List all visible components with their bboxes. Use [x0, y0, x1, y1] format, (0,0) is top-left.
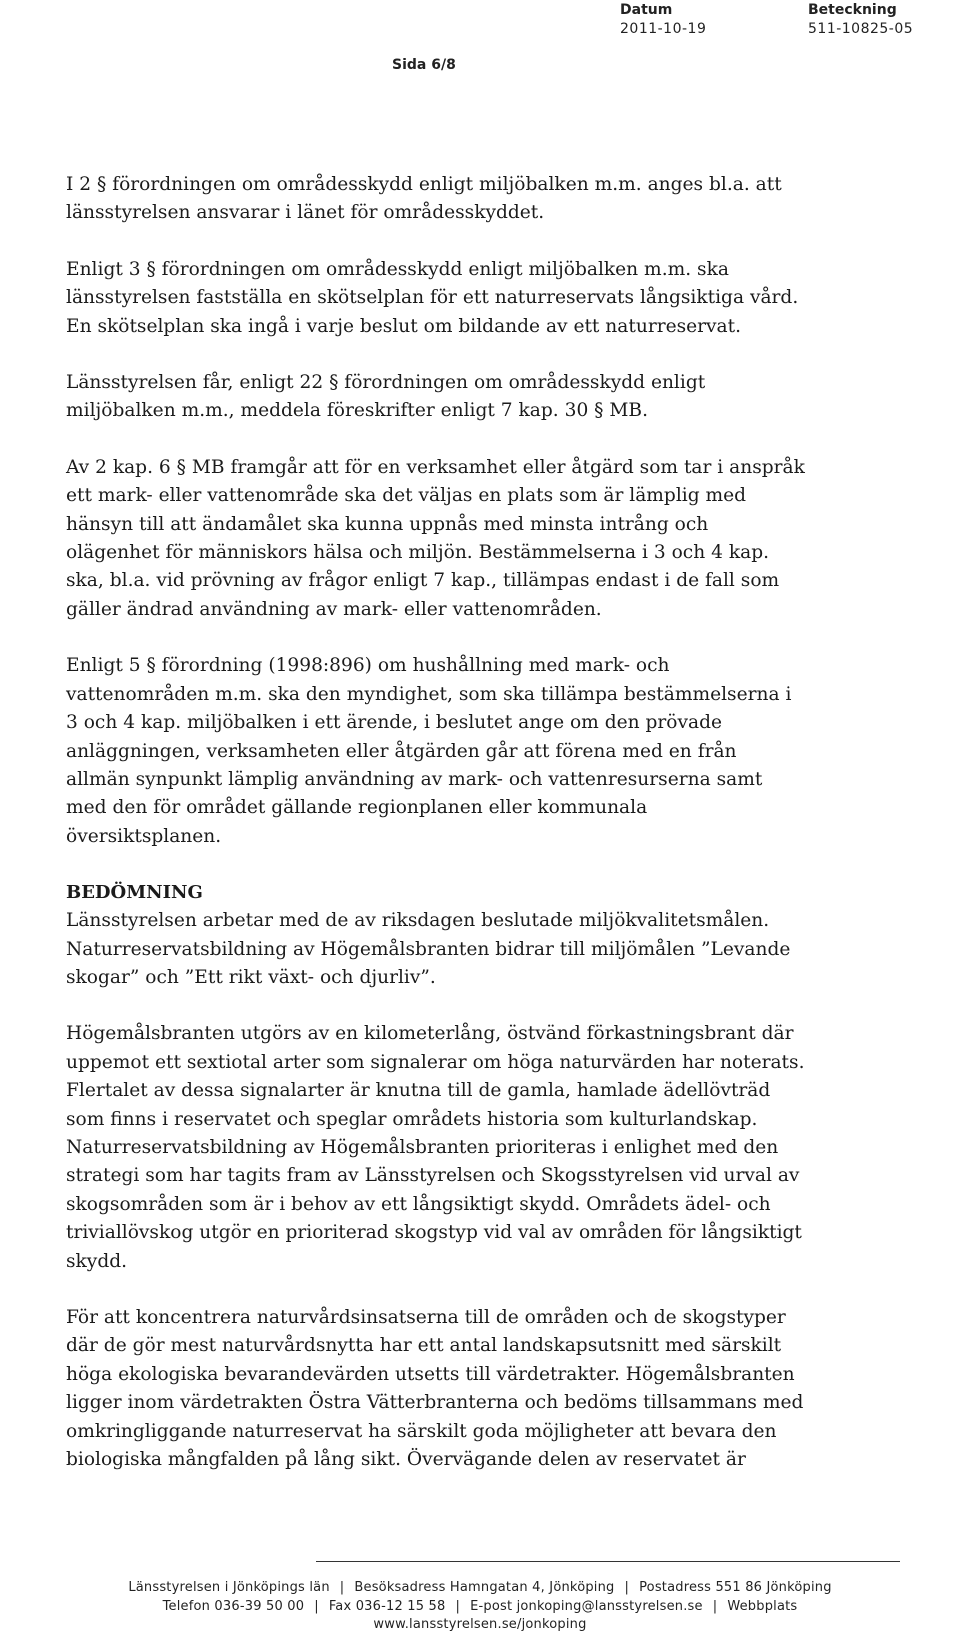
footer-separator: |	[455, 1599, 461, 1614]
footer-divider	[316, 1561, 900, 1562]
document-body	[66, 171, 806, 1502]
beteckning-block	[808, 2, 913, 37]
footer-line-3	[0, 1617, 960, 1632]
footer-web-link[interactable]: www.lansstyrelsen.se/jonkoping	[373, 1617, 587, 1632]
footer-post-address: Postadress 551 86 Jönköping	[639, 1580, 832, 1595]
paragraph: Av 2 kap. 6 § MB framgår att för en verksamhet eller åtgärd som tar i anspråk ett mark- eller vattenområde ska det väljas en plats som är lämplig med hänsyn till att ändamålet ska kunna uppnås med minsta intrång och olägenhet för människors hälsa och miljön. Bestämmelserna i 3 och 4 kap. ska, bl.a. vid prövning av frågor enligt 7 kap., tillämpas endast i de fall som gäller ändrad användning av mark- eller vattenområden.	[66, 456, 805, 620]
beteckning-value: 511-10825-05	[808, 21, 914, 37]
paragraph: I 2 § förordningen om områdesskydd enligt miljöbalken m.m. anges bl.a. att länsstyrelsen ansvarar i länet för områdesskyddet.	[66, 174, 782, 224]
datum-value: 2011-10-19	[620, 21, 707, 37]
paragraph: Enligt 3 § förordningen om områdesskydd enligt miljöbalken m.m. ska länsstyrelsen fastställa en skötselplan för ett naturreservats långsiktiga vård. En skötselplan ska ingå i varje beslut om bildande av ett naturreservat.	[66, 258, 799, 337]
footer-org: Länsstyrelsen i Jönköpings län	[128, 1580, 330, 1595]
datum-label: Datum	[620, 2, 673, 18]
footer-line-2	[0, 1599, 960, 1614]
paragraph: Enligt 5 § förordning (1998:896) om hushållning med mark- och vattenområden m.m. ska den myndighet, som ska tillämpa bestämmelserna i 3 och 4 kap. miljöbalken i ett ärende, i beslutet ange om den prövade anläggningen, verksamheten eller åtgärden går att förena med en från allmän synpunkt lämplig användning av mark- och vattenresurserna samt med den för området gällande regionplanen eller kommunala översiktsplanen.	[66, 655, 792, 847]
footer-separator: |	[624, 1580, 630, 1595]
footer-visit-address: Besöksadress Hamngatan 4, Jönköping	[354, 1580, 615, 1595]
footer-separator: |	[712, 1599, 718, 1614]
paragraph: Högemålsbranten utgörs av en kilometerlång, östvänd förkastningsbrant där uppemot ett sextiotal arter som signalerar om höga naturvärden har noterats. Flertalet av dessa signalarter är knutna till de gamla, hamlade ädellövträd som finns i reservatet och speglar områdets historia som kulturlandskap. Naturreservatsbildning av Högemålsbranten prioriteras i enlighet med den strategi som har tagits fram av Länsstyrelsen och Skogsstyrelsen vid urval av skogsområden som är i behov av ett långsiktigt skydd. Områdets ädel- och triviallövskog utgör en prioriterad skogstyp vid val av områden för långsiktigt skydd.	[66, 1023, 805, 1272]
footer-separator: |	[339, 1580, 345, 1595]
footer-email: E-post jonkoping@lansstyrelsen.se	[470, 1599, 703, 1614]
paragraph: För att koncentrera naturvårdsinsatserna till de områden och de skogstyper där de gör mest naturvårdsnytta har ett antal landskapsutsnitt med särskilt höga ekologiska bevarandevärden utsetts till värdetrakter. Högemålsbranten ligger inom värdetrakten Östra Vätterbranterna och bedöms tillsammans med omkringliggande naturreservat ha särskilt goda möjligheter att bevara den biologiska mångfalden på lång sikt. Övervägande delen av reservatet är	[66, 1307, 804, 1471]
section-heading: BEDÖMNING	[66, 882, 203, 904]
footer-phone: Telefon 036-39 50 00	[162, 1599, 305, 1614]
footer-fax: Fax 036-12 15 58	[328, 1599, 446, 1614]
paragraph: Länsstyrelsen får, enligt 22 § förordningen om områdesskydd enligt miljöbalken m.m., meddela föreskrifter enligt 7 kap. 30 § MB.	[66, 372, 706, 422]
footer-separator: |	[314, 1599, 319, 1614]
paragraph: Länsstyrelsen arbetar med de av riksdagen beslutade miljökvalitetsmålen. Naturreservatsbildning av Högemålsbranten bidrar till miljömålen ”Levande skogar” och ”Ett rikt växt- och djurliv”.	[66, 910, 791, 988]
page-number: Sida 6/8	[392, 57, 456, 73]
footer-line-1	[0, 1580, 960, 1595]
beteckning-label: Beteckning	[808, 2, 897, 18]
footer-web-label: Webbplats	[727, 1599, 798, 1614]
datum-block	[620, 2, 706, 37]
